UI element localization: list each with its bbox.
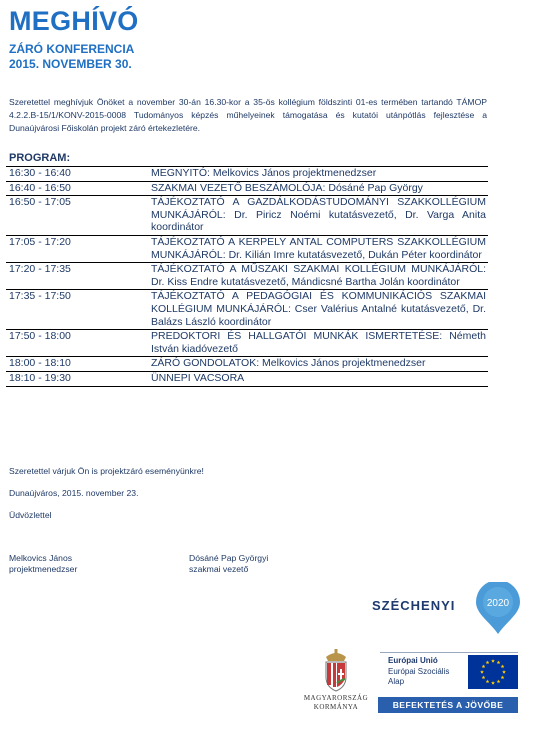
government-label (296, 694, 376, 712)
closing-invitation: Szeretettel várjuk Ön is projektzáró eseményünkre! (9, 466, 204, 476)
eu-divider (380, 652, 518, 653)
government-label-line1: MAGYARORSZÁG (303, 694, 369, 702)
program-desc: ZÁRÓ GONDOLATOK: Melkovics János projektmenedzser (149, 357, 488, 372)
table-row (6, 235, 488, 262)
signature-role: szakmai vezető (189, 564, 249, 574)
program-time: 18:10 - 19:30 (6, 371, 149, 386)
signature-name: Melkovics János (9, 553, 73, 563)
program-label: PROGRAM: (9, 152, 71, 164)
program-desc: PREDOKTORI ÉS HALLGATÓI MUNKÁK ISMERTETÉSE: Németh István kiadóvezető (149, 330, 488, 357)
signature-role: projektmenedzser (9, 564, 78, 574)
hungarian-coat-of-arms-icon (318, 647, 354, 693)
table-row (6, 371, 488, 386)
greeting: Üdvözlettel (9, 510, 52, 520)
program-time: 18:00 - 18:10 (6, 357, 149, 372)
program-table (6, 166, 488, 387)
szechenyi-year: 2020 (486, 598, 510, 609)
program-desc: TÁJÉKOZTATÓ A PEDAGÓGIAI ÉS KOMMUNIKÁCIÓS SZAKMAI KOLLÉGIUM MUNKÁJÁRÓL: Cser Valérius Antalné kutatásvezető, Dr. Balázs László koordinátor (149, 290, 488, 330)
program-time: 16:30 - 16:40 (6, 167, 149, 182)
place-date: Dunaújváros, 2015. november 23. (9, 488, 139, 498)
eu-text (388, 656, 449, 688)
table-row (6, 330, 488, 357)
table-row (6, 263, 488, 290)
eu-line1: Európai Unió (388, 656, 438, 665)
eu-line2: Európai Szociális (388, 666, 450, 676)
government-label-line2: KORMÁNYA (313, 703, 359, 711)
program-desc: ÜNNEPI VACSORA (149, 371, 488, 386)
document-title: MEGHÍVÓ (9, 6, 139, 36)
table-row (6, 181, 488, 196)
szechenyi-pin-icon (472, 582, 524, 636)
conference-name: ZÁRÓ KONFERENCIA (9, 42, 135, 56)
table-row (6, 167, 488, 182)
eu-flag-icon (468, 655, 518, 689)
table-row (6, 196, 488, 236)
program-desc: TÁJÉKOZTATÓ A KERPELY ANTAL COMPUTERS SZAKKOLLÉGIUM MUNKÁJÁRÓL: Dr. Kilián Imre kutatásvezető, Dukán Péter koordinátor (149, 235, 488, 262)
program-desc: TÁJÉKOZTATÓ A MŰSZAKI SZAKMAI KOLLÉGIUM MUNKÁJÁRÓL: Dr. Kiss Endre kutatásvezető, Mándicsné Bartha Jolán koordinátor (149, 263, 488, 290)
szechenyi-logo-text: SZÉCHENYI (372, 598, 456, 613)
table-row (6, 357, 488, 372)
program-time: 16:40 - 16:50 (6, 181, 149, 196)
program-desc: SZAKMAI VEZETŐ BESZÁMOLÓJA: Dósáné Pap György (149, 181, 488, 196)
program-desc: MEGNYITÓ: Melkovics János projektmenedzser (149, 167, 488, 182)
program-desc: TÁJÉKOZTATÓ A GAZDÁLKODÁSTUDOMÁNYI SZAKKOLLÉGIUM MUNKÁJÁRÓL: Dr. Piricz Noémi kutatásvezető, Dr. Varga Anita koordinátor (149, 196, 488, 236)
program-time: 17:20 - 17:35 (6, 263, 149, 290)
investing-future-banner: BEFEKTETÉS A JÖVŐBE (378, 697, 518, 713)
program-time: 17:35 - 17:50 (6, 290, 149, 330)
program-time: 17:50 - 18:00 (6, 330, 149, 357)
conference-date: 2015. NOVEMBER 30. (9, 57, 132, 71)
intro-paragraph: Szeretettel meghívjuk Önöket a november 30-án 16.30-kor a 35-ös kollégium földszinti 01-es termében tartandó TÁMOP 4.2.2.B-15/1/KONV-2015-0008 Tudományos képzés műhelyeinek támogatása és kutatói utánpótlás fejlesztése a Dunaújvárosi Főiskolán projekt záró értekezletére. (9, 97, 487, 133)
table-row (6, 290, 488, 330)
signature-name: Dósáné Pap Györgyi (189, 553, 269, 563)
program-time: 17:05 - 17:20 (6, 235, 149, 262)
eu-line3: Alap (388, 677, 405, 686)
program-time: 16:50 - 17:05 (6, 196, 149, 236)
